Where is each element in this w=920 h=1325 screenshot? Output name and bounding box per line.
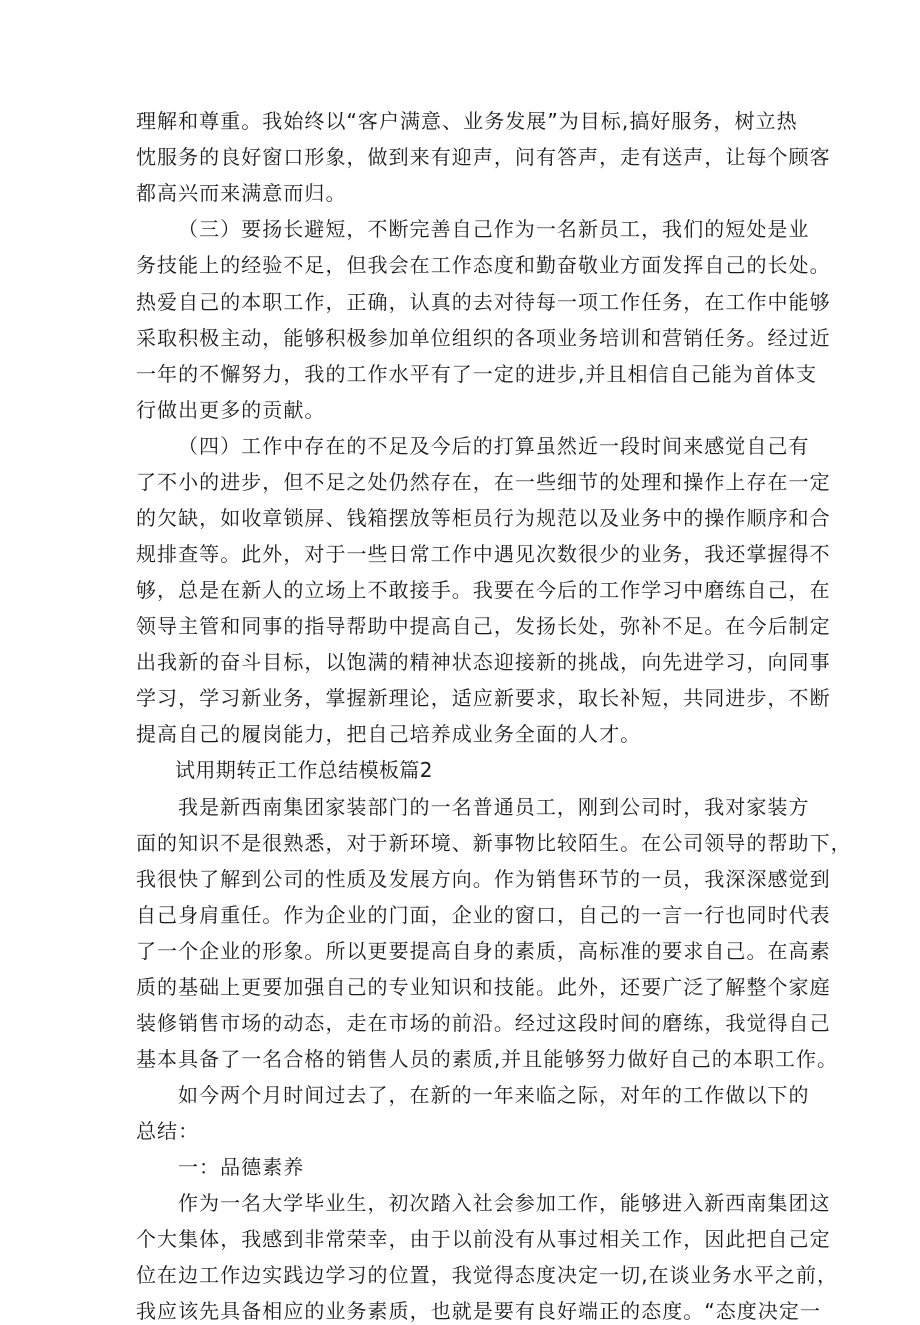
paragraph-line: 热爱自己的本职工作，正确，认真的去对待每一项工作任务，在工作中能够 — [136, 290, 831, 314]
paragraph-line: 忱服务的良好窗口形象，做到来有迎声，问有答声，走有送声，让每个顾客 — [136, 145, 831, 169]
paragraph-line: 了不小的进步，但不足之处仍然存在，在一些细节的处理和操作上存在一定 — [136, 470, 831, 494]
paragraph-line: 个大集体，我感到非常荣幸，由于以前没有从事过相关工作，因此把自己定 — [136, 1227, 831, 1251]
paragraph-line: 如今两个月时间过去了，在新的一年来临之际，对年的工作做以下的 — [178, 1083, 810, 1107]
paragraph-line: 领导主管和同事的指导帮助中提高自己，发扬长处，弥补不足。在今后制定 — [136, 614, 831, 638]
paragraph-line: 够，总是在新人的立场上不敢接手。我要在今后的工作学习中磨练自己，在 — [136, 578, 831, 602]
paragraph-line: 位在边工作边实践边学习的位置，我觉得态度决定一切,在谈业务水平之前， — [136, 1263, 839, 1287]
paragraph-line: 采取积极主动，能够积极参加单位组织的各项业务培训和营销任务。经过近 — [136, 326, 831, 350]
paragraph-line: 我是新西南集团家装部门的一名普通员工，刚到公司时，我对家装方 — [178, 795, 810, 819]
section-heading: 试用期转正工作总结模板篇2 — [175, 758, 433, 782]
paragraph-line: 规排查等。此外，对于一些日常工作中遇见次数很少的业务，我还掌握得不 — [136, 542, 831, 566]
paragraph-line: （四）工作中存在的不足及今后的打算虽然近一段时间来感觉自己有 — [178, 434, 810, 458]
paragraph-line: 都高兴而来满意而归。 — [136, 181, 347, 205]
paragraph-line: 质的基础上更要加强自己的专业知识和技能。此外，还要广泛了解整个家庭 — [136, 975, 831, 999]
paragraph-line: 务技能上的经验不足，但我会在工作态度和勤奋敬业方面发挥自己的长处。 — [136, 253, 831, 277]
paragraph-line: 装修销售市场的动态，走在市场的前沿。经过这段时间的磨练，我觉得自己 — [136, 1011, 831, 1035]
paragraph-line: 我应该先具备相应的业务素质，也就是要有良好端正的态度。“态度决定一 — [136, 1299, 822, 1323]
paragraph-line: 行做出更多的贡献。 — [136, 398, 326, 422]
paragraph-line: （三）要扬长避短，不断完善自己作为一名新员工，我们的短处是业 — [178, 217, 810, 241]
paragraph-line: 面的知识不是很熟悉，对于新环境、新事物比较陌生。在公司领导的帮助下， — [136, 831, 852, 855]
paragraph-line: 理解和尊重。我始终以“客户满意、业务发展”为目标,搞好服务，树立热 — [136, 109, 798, 133]
paragraph-line: 的欠缺，如收章锁屏、钱箱摆放等柜员行为规范以及业务中的操作顺序和合 — [136, 506, 831, 530]
paragraph-line: 自己身肩重任。作为企业的门面，企业的窗口，自己的一言一行也同时代表 — [136, 903, 831, 927]
paragraph-line: 了一个企业的形象。所以更要提高自身的素质，高标准的要求自己。在高素 — [136, 939, 831, 963]
paragraph-line: 总结： — [136, 1119, 200, 1143]
paragraph-line: 学习，学习新业务，掌握新理论，适应新要求，取长补短，共同进步，不断 — [136, 686, 831, 710]
paragraph-line: 基本具备了一名合格的销售人员的素质,并且能够努力做好自己的本职工作。 — [136, 1047, 839, 1071]
paragraph-line: 作为一名大学毕业生，初次踏入社会参加工作，能够进入新西南集团这 — [178, 1191, 831, 1215]
paragraph-line: 提高自己的履岗能力，把自己培养成业务全面的人才。 — [136, 722, 642, 746]
paragraph-line: 一年的不懈努力，我的工作水平有了一定的进步,并且相信自己能为首体支 — [136, 362, 818, 386]
paragraph-line: 我很快了解到公司的性质及发展方向。作为销售环节的一员，我深深感觉到 — [136, 867, 831, 891]
paragraph-line: 出我新的奋斗目标，以饱满的精神状态迎接新的挑战，向先进学习，向同事 — [136, 650, 831, 674]
subsection-heading: 一：品德素养 — [178, 1155, 305, 1179]
